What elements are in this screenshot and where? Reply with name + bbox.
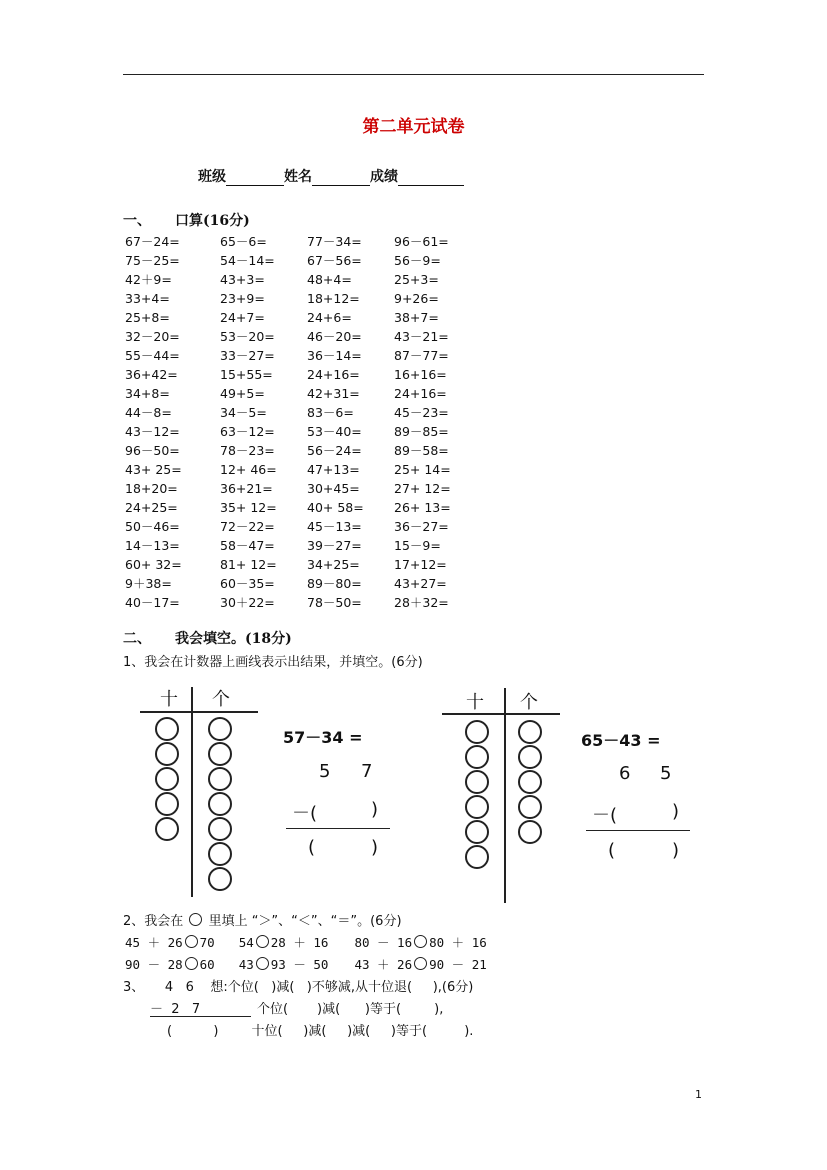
calc-item: 33+4=	[125, 291, 170, 306]
calc-item: 23+9=	[220, 291, 265, 306]
calc-item: 24+25=	[125, 500, 178, 515]
calc-item: 40+ 58=	[307, 500, 364, 515]
calc-item: 96－61=	[394, 234, 449, 249]
bead	[518, 820, 542, 844]
section-2-number: 二、	[123, 631, 151, 647]
calc-row	[125, 479, 481, 498]
compare-left: 43 ＋ 26	[354, 957, 413, 972]
calc-row	[125, 536, 481, 555]
compare-left: 90 － 28	[125, 957, 183, 972]
calc-item: 67－56=	[307, 253, 362, 268]
bead	[465, 845, 489, 869]
bead	[465, 770, 489, 794]
calc-row	[125, 441, 481, 460]
score-label: 成绩	[370, 169, 398, 185]
answer-circle-icon[interactable]	[414, 957, 427, 970]
calc-item: 24+16=	[394, 386, 447, 401]
compare-left: 54	[238, 935, 254, 950]
calc-row	[125, 498, 481, 517]
calc-item: 89－85=	[394, 424, 449, 439]
bead	[208, 817, 232, 841]
calc-item: 42＋9=	[125, 272, 172, 287]
calc-item: 9＋38=	[125, 576, 172, 591]
compare-item	[239, 933, 329, 951]
calc-row	[125, 232, 481, 251]
calc-item: 43+ 25=	[125, 462, 182, 477]
calc-item: 17+12=	[394, 557, 447, 572]
page-title: 第二单元试卷	[362, 117, 465, 137]
compare-right: 60	[199, 957, 215, 972]
calc-row	[125, 403, 481, 422]
calc-item: 72－22=	[220, 519, 275, 534]
calc-row	[125, 308, 481, 327]
calc-item: 47+13=	[307, 462, 360, 477]
calc-item: 40－17=	[125, 595, 180, 610]
answer-open-paren: (	[308, 837, 316, 858]
calc-row	[125, 555, 481, 574]
bead	[208, 717, 232, 741]
subtrahend-open-paren: －(	[292, 803, 318, 824]
calc-item: 53－20=	[220, 329, 275, 344]
calc-row	[125, 593, 481, 612]
section-1-title: 口算(16分)	[175, 213, 250, 229]
compare-item	[125, 933, 215, 951]
calc-row	[125, 574, 481, 593]
compare-item	[239, 955, 329, 973]
calc-item: 24+6=	[307, 310, 352, 325]
section-2-heading	[123, 628, 292, 648]
bead	[518, 745, 542, 769]
calc-item: 96－50=	[125, 443, 180, 458]
calc-item: 75－25=	[125, 253, 180, 268]
compare-right: 93 － 50	[270, 957, 329, 972]
compare-right: 80 ＋ 16	[429, 935, 487, 950]
bead	[208, 742, 232, 766]
answer-open-paren: (	[608, 840, 616, 861]
calc-item: 89－80=	[307, 576, 362, 591]
compare-left: 45 ＋ 26	[125, 935, 183, 950]
circle-icon	[189, 913, 202, 926]
answer-circle-icon[interactable]	[185, 957, 198, 970]
tens-label: 十	[160, 689, 178, 710]
calc-item: 36+42=	[125, 367, 178, 382]
calc-item: 56－24=	[307, 443, 362, 458]
calc-item: 53－40=	[307, 424, 362, 439]
calc-item: 56－9=	[394, 253, 441, 268]
calc-item: 16+16=	[394, 367, 447, 382]
minuend-ones-digit: 7	[361, 761, 373, 782]
answer-circle-icon[interactable]	[256, 957, 269, 970]
calc-item: 30＋22=	[220, 595, 275, 610]
calc-item: 33－27=	[220, 348, 275, 363]
calc-item: 78－50=	[307, 595, 362, 610]
compare-right: 90 － 21	[429, 957, 487, 972]
calc-item: 43+3=	[220, 272, 265, 287]
abacus-right	[440, 688, 700, 903]
calc-row	[125, 517, 481, 536]
question-3-line-2: 个位( )减( )等于( ),	[257, 1002, 444, 1017]
calc-item: 43－21=	[394, 329, 449, 344]
calc-item: 55－44=	[125, 348, 180, 363]
calc-item: 25+3=	[394, 272, 439, 287]
calc-item: 18+12=	[307, 291, 360, 306]
bead	[518, 795, 542, 819]
calc-item: 27+ 12=	[394, 481, 451, 496]
calc-item: 65－6=	[220, 234, 267, 249]
calc-item: 24+16=	[307, 367, 360, 382]
bead	[465, 820, 489, 844]
calc-row	[125, 460, 481, 479]
answer-rule	[286, 828, 390, 829]
calc-row	[125, 384, 481, 403]
calc-item: 45－23=	[394, 405, 449, 420]
bead	[208, 792, 232, 816]
calc-item: 87－77=	[394, 348, 449, 363]
score-blank[interactable]	[398, 169, 464, 186]
calc-item: 34－5=	[220, 405, 267, 420]
calc-item: 89－58=	[394, 443, 449, 458]
calc-item: 50－46=	[125, 519, 180, 534]
question-3-line-1: 3、 4 6 想:个位( )减( )不够减,从十位退( ),(6分)	[123, 980, 474, 995]
minuend-tens-digit: 6	[619, 763, 631, 784]
bead	[155, 792, 179, 816]
calc-item: 78－23=	[220, 443, 275, 458]
question-2-suffix: 里填上 “＞”、“＜”、“＝”。(6分)	[208, 914, 402, 929]
bead	[208, 767, 232, 791]
calc-item: 60+ 32=	[125, 557, 182, 572]
answer-close-paren: )	[371, 837, 379, 858]
compare-left: 80 － 16	[354, 935, 413, 950]
calc-item: 39－27=	[307, 538, 362, 553]
calc-item: 18+20=	[125, 481, 178, 496]
bead	[155, 742, 179, 766]
student-info-line	[198, 166, 464, 186]
calc-item: 32－20=	[125, 329, 180, 344]
compare-item	[125, 955, 215, 973]
bead	[518, 720, 542, 744]
answer-circle-icon[interactable]	[414, 935, 427, 948]
abacus-divider	[191, 687, 193, 897]
compare-row-2	[125, 955, 513, 973]
calc-item: 46－20=	[307, 329, 362, 344]
ones-label: 个	[212, 689, 230, 710]
calc-item: 26+ 13=	[394, 500, 451, 515]
name-blank[interactable]	[312, 169, 370, 186]
bead	[155, 717, 179, 741]
calc-item: 30+45=	[307, 481, 360, 496]
calc-item: 28＋32=	[394, 595, 449, 610]
calc-item: 36+21=	[220, 481, 273, 496]
calc-item: 25+ 14=	[394, 462, 451, 477]
question-2-prefix: 2、我会在	[123, 914, 184, 929]
calc-item: 49+5=	[220, 386, 265, 401]
section-2-title: 我会填空。(18分)	[175, 631, 292, 647]
calc-row	[125, 365, 481, 384]
bead	[208, 842, 232, 866]
abacus-top-bar	[442, 713, 560, 715]
mental-math-grid	[125, 232, 481, 612]
subtrahend-open-paren: －(	[592, 805, 618, 826]
calc-item: 36－14=	[307, 348, 362, 363]
bead	[155, 767, 179, 791]
calc-item: 45－13=	[307, 519, 362, 534]
calc-item: 12+ 46=	[220, 462, 277, 477]
calc-row	[125, 346, 481, 365]
calc-item: 44－8=	[125, 405, 172, 420]
question-3-rule	[150, 1016, 251, 1017]
calc-item: 34+25=	[307, 557, 360, 572]
ones-label: 个	[520, 692, 538, 713]
abacus-divider	[504, 688, 506, 903]
calc-item: 63－12=	[220, 424, 275, 439]
abacus-top-bar	[140, 711, 258, 713]
section-1-heading	[123, 210, 250, 230]
minuend-tens-digit: 5	[319, 761, 331, 782]
calc-item: 54－14=	[220, 253, 275, 268]
calc-row	[125, 289, 481, 308]
calc-item: 83－6=	[307, 405, 354, 420]
compare-right: 28 ＋ 16	[270, 935, 329, 950]
compare-right: 70	[199, 935, 215, 950]
calc-item: 43－12=	[125, 424, 180, 439]
calc-row	[125, 422, 481, 441]
equation: 57－34 =	[283, 728, 363, 747]
answer-circle-icon[interactable]	[256, 935, 269, 948]
calc-item: 15+55=	[220, 367, 273, 382]
calc-item: 15－9=	[394, 538, 441, 553]
tens-label: 十	[466, 692, 484, 713]
compare-row-1	[125, 933, 513, 951]
compare-item	[354, 933, 486, 951]
calc-item: 9+26=	[394, 291, 439, 306]
top-rule	[123, 74, 704, 75]
question-3-line-3: ( ) 十位( )减( )减( )等于( ).	[167, 1024, 474, 1039]
calc-row	[125, 270, 481, 289]
name-label: 姓名	[284, 169, 312, 185]
calc-row	[125, 251, 481, 270]
question-2-text	[123, 910, 402, 929]
section-1-number: 一、	[123, 213, 151, 229]
question-1-text: 1、我会在计数器上画线表示出结果，并填空。(6分)	[123, 655, 423, 670]
answer-close-paren: )	[672, 840, 680, 861]
minuend-ones-digit: 5	[660, 763, 672, 784]
calc-item: 34+8=	[125, 386, 170, 401]
class-label: 班级	[198, 169, 226, 185]
compare-item	[354, 955, 486, 973]
calc-item: 81+ 12=	[220, 557, 277, 572]
subtrahend-close-paren: )	[672, 801, 680, 822]
calc-item: 42+31=	[307, 386, 360, 401]
calc-item: 77－34=	[307, 234, 362, 249]
calc-row	[125, 327, 481, 346]
bead	[208, 867, 232, 891]
bead	[518, 770, 542, 794]
bead	[465, 745, 489, 769]
calc-item: 48+4=	[307, 272, 352, 287]
calc-item: 60－35=	[220, 576, 275, 591]
answer-rule	[586, 830, 690, 831]
calc-item: 67－24=	[125, 234, 180, 249]
equation: 65－43 =	[581, 731, 661, 750]
calc-item: 38+7=	[394, 310, 439, 325]
class-blank[interactable]	[226, 169, 284, 186]
page-number: 1	[695, 1088, 702, 1101]
calc-item: 58－47=	[220, 538, 275, 553]
calc-item: 43+27=	[394, 576, 447, 591]
question-3-subtrahend: － 2 7	[150, 1002, 201, 1017]
calc-item: 14－13=	[125, 538, 180, 553]
abacus-left	[140, 685, 400, 900]
bead	[465, 795, 489, 819]
bead	[465, 720, 489, 744]
bead	[155, 817, 179, 841]
calc-item: 35+ 12=	[220, 500, 277, 515]
calc-item: 25+8=	[125, 310, 170, 325]
calc-item: 36－27=	[394, 519, 449, 534]
answer-circle-icon[interactable]	[185, 935, 198, 948]
compare-left: 43	[238, 957, 254, 972]
calc-item: 24+7=	[220, 310, 265, 325]
subtrahend-close-paren: )	[371, 799, 379, 820]
